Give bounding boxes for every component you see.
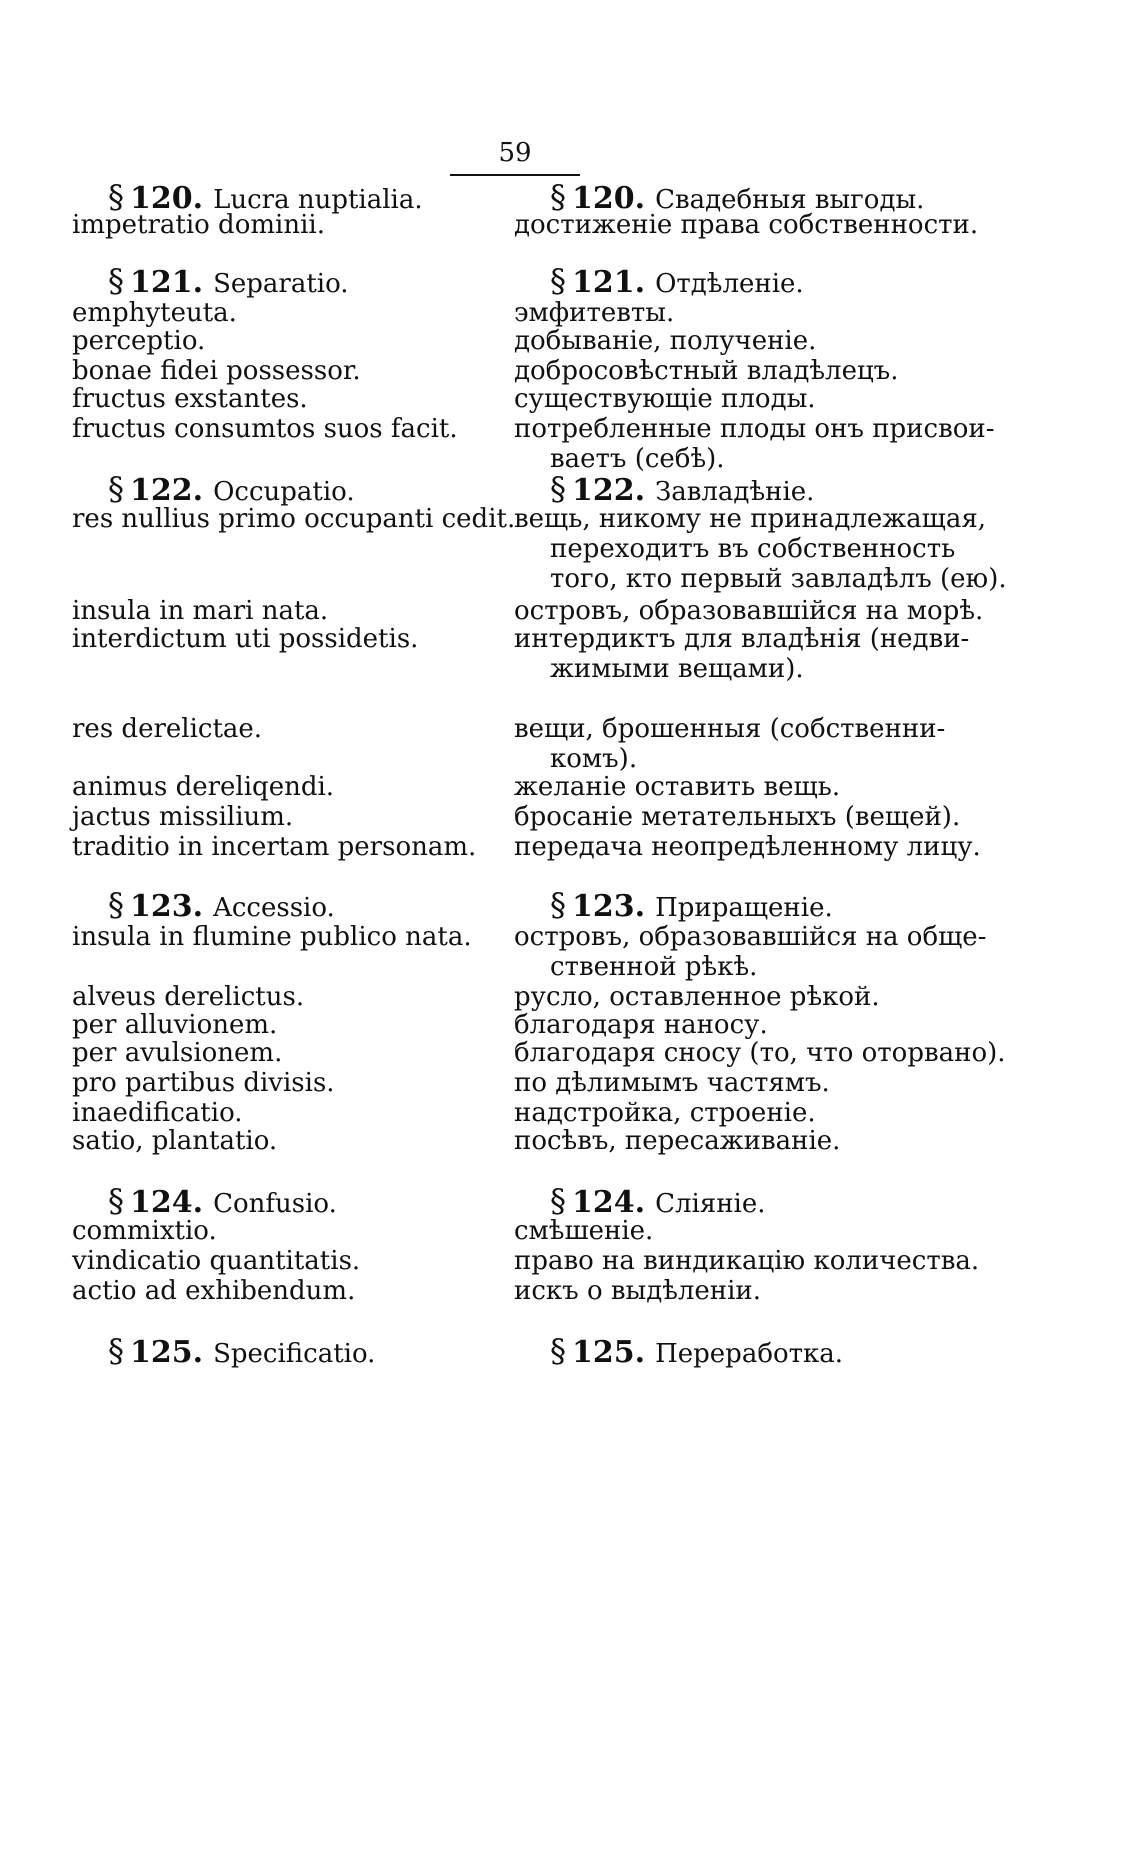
- section-title: Переработка.: [655, 1339, 844, 1369]
- latin-term: per avulsionem.: [72, 1038, 283, 1068]
- russian-translation-line: надстройка, строеніе.: [514, 1098, 816, 1128]
- latin-term: actio ad exhibendum.: [72, 1276, 356, 1306]
- section-number: 125.: [130, 1335, 204, 1370]
- russian-translation-line: искъ о выдѣленіи.: [514, 1276, 762, 1306]
- latin-term: impetratio dominii.: [72, 210, 325, 240]
- latin-term: animus dereliqendi.: [72, 772, 335, 802]
- russian-translation-line: комъ).: [550, 744, 638, 774]
- russian-translation-line: желаніе оставить вещь.: [514, 772, 841, 802]
- section-title: Завладѣніе.: [655, 477, 815, 507]
- section-title: Confusio.: [213, 1189, 337, 1219]
- russian-translation-line: островъ, образовавшійся на морѣ.: [514, 596, 984, 626]
- russian-translation-line: жимыми вещами).: [550, 654, 804, 684]
- russian-translation-line: добываніе, полученіе.: [514, 326, 817, 356]
- section-title: Separatio.: [213, 269, 349, 299]
- section-title: Occupatio.: [213, 477, 355, 507]
- section-number: 121.: [572, 265, 646, 300]
- latin-term: res derelictae.: [72, 714, 263, 744]
- latin-section-heading: [108, 1334, 375, 1371]
- russian-translation-line: смѣшеніе.: [514, 1216, 654, 1246]
- russian-translation-line: добросовѣстный владѣлецъ.: [514, 356, 899, 386]
- russian-translation-line: эмфитевты.: [514, 298, 675, 328]
- latin-term: emphyteuta.: [72, 298, 237, 328]
- section-sign-icon: §: [550, 886, 566, 924]
- section-title: Приращеніе.: [655, 893, 833, 923]
- section-title: Отдѣленіе.: [655, 269, 804, 299]
- section-number: 124.: [130, 1185, 204, 1220]
- latin-term: alveus derelictus.: [72, 982, 305, 1012]
- section-number: 122.: [130, 473, 204, 508]
- russian-translation-line: по дѣлимымъ частямъ.: [514, 1068, 830, 1098]
- latin-term: satio, plantatio.: [72, 1126, 278, 1156]
- russian-translation-line: право на виндикацію количества.: [514, 1246, 980, 1276]
- page-number: 59: [450, 138, 580, 176]
- section-number: 121.: [130, 265, 204, 300]
- russian-translation-line: существующіе плоды.: [514, 384, 816, 414]
- section-number: 123.: [130, 889, 204, 924]
- latin-term: bonae fidei possessor.: [72, 356, 361, 386]
- latin-term: fructus consumtos suos facit.: [72, 414, 458, 444]
- latin-term: perceptio.: [72, 326, 206, 356]
- section-sign-icon: §: [108, 1182, 124, 1220]
- section-number: 123.: [572, 889, 646, 924]
- section-number: 122.: [572, 473, 646, 508]
- russian-translation-line: вещи, брошенныя (собственни-: [514, 714, 946, 744]
- russian-translation-line: переходитъ въ собственность: [550, 534, 956, 564]
- section-title: Lucra nuptialia.: [213, 185, 423, 215]
- russian-translation-line: передача неопредѣленному лицу.: [514, 832, 981, 862]
- russian-translation-line: интердиктъ для владѣнія (недви-: [514, 624, 970, 654]
- latin-term: interdictum uti possidetis.: [72, 624, 419, 654]
- russian-translation-line: того, кто первый завладѣлъ (ею).: [550, 564, 1007, 594]
- latin-term: commixtio.: [72, 1216, 217, 1246]
- latin-term: res nullius primo occupanti cedit.: [72, 504, 516, 534]
- section-sign-icon: §: [550, 178, 566, 216]
- section-sign-icon: §: [550, 1182, 566, 1220]
- russian-translation-line: русло, оставленное рѣкой.: [514, 982, 880, 1012]
- russian-translation-line: благодаря наносу.: [514, 1010, 768, 1040]
- latin-term: insula in mari nata.: [72, 596, 329, 626]
- section-sign-icon: §: [108, 262, 124, 300]
- latin-term: traditio in incertam personam.: [72, 832, 477, 862]
- latin-term: per alluvionem.: [72, 1010, 278, 1040]
- section-sign-icon: §: [108, 1332, 124, 1370]
- russian-translation-line: ваетъ (себѣ).: [550, 444, 725, 474]
- section-sign-icon: §: [108, 470, 124, 508]
- section-sign-icon: §: [108, 178, 124, 216]
- russian-translation-line: благодаря сносу (то, что оторвано).: [514, 1038, 1006, 1068]
- section-title: Accessio.: [213, 893, 335, 923]
- section-title: Specificatio.: [213, 1339, 376, 1369]
- latin-term: pro partibus divisis.: [72, 1068, 335, 1098]
- russian-section-heading: [550, 1334, 843, 1371]
- russian-translation-line: достиженіе права собственности.: [514, 210, 979, 240]
- latin-term: insula in flumine publico nata.: [72, 922, 472, 952]
- latin-term: jactus missilium.: [72, 802, 294, 832]
- russian-translation-line: островъ, образовавшійся на обще-: [514, 922, 987, 952]
- section-number: 120.: [572, 181, 646, 216]
- section-title: Сліяніе.: [655, 1189, 766, 1219]
- section-sign-icon: §: [550, 1332, 566, 1370]
- latin-term: vindicatio quantitatis.: [72, 1246, 361, 1276]
- latin-term: inaedificatio.: [72, 1098, 243, 1128]
- section-number: 125.: [572, 1335, 646, 1370]
- section-number: 124.: [572, 1185, 646, 1220]
- section-title: Свадебныя выгоды.: [655, 185, 925, 215]
- latin-term: fructus exstantes.: [72, 384, 308, 414]
- section-number: 120.: [130, 181, 204, 216]
- russian-translation-line: посѣвъ, пересаживаніе.: [514, 1126, 841, 1156]
- section-sign-icon: §: [550, 262, 566, 300]
- section-sign-icon: §: [108, 886, 124, 924]
- russian-translation-line: ственной рѣкѣ.: [550, 952, 758, 982]
- russian-translation-line: вещь, никому не принадлежащая,: [514, 504, 987, 534]
- section-sign-icon: §: [550, 470, 566, 508]
- russian-translation-line: бросаніе метательныхъ (вещей).: [514, 802, 961, 832]
- russian-translation-line: потребленные плоды онъ присвои-: [514, 414, 995, 444]
